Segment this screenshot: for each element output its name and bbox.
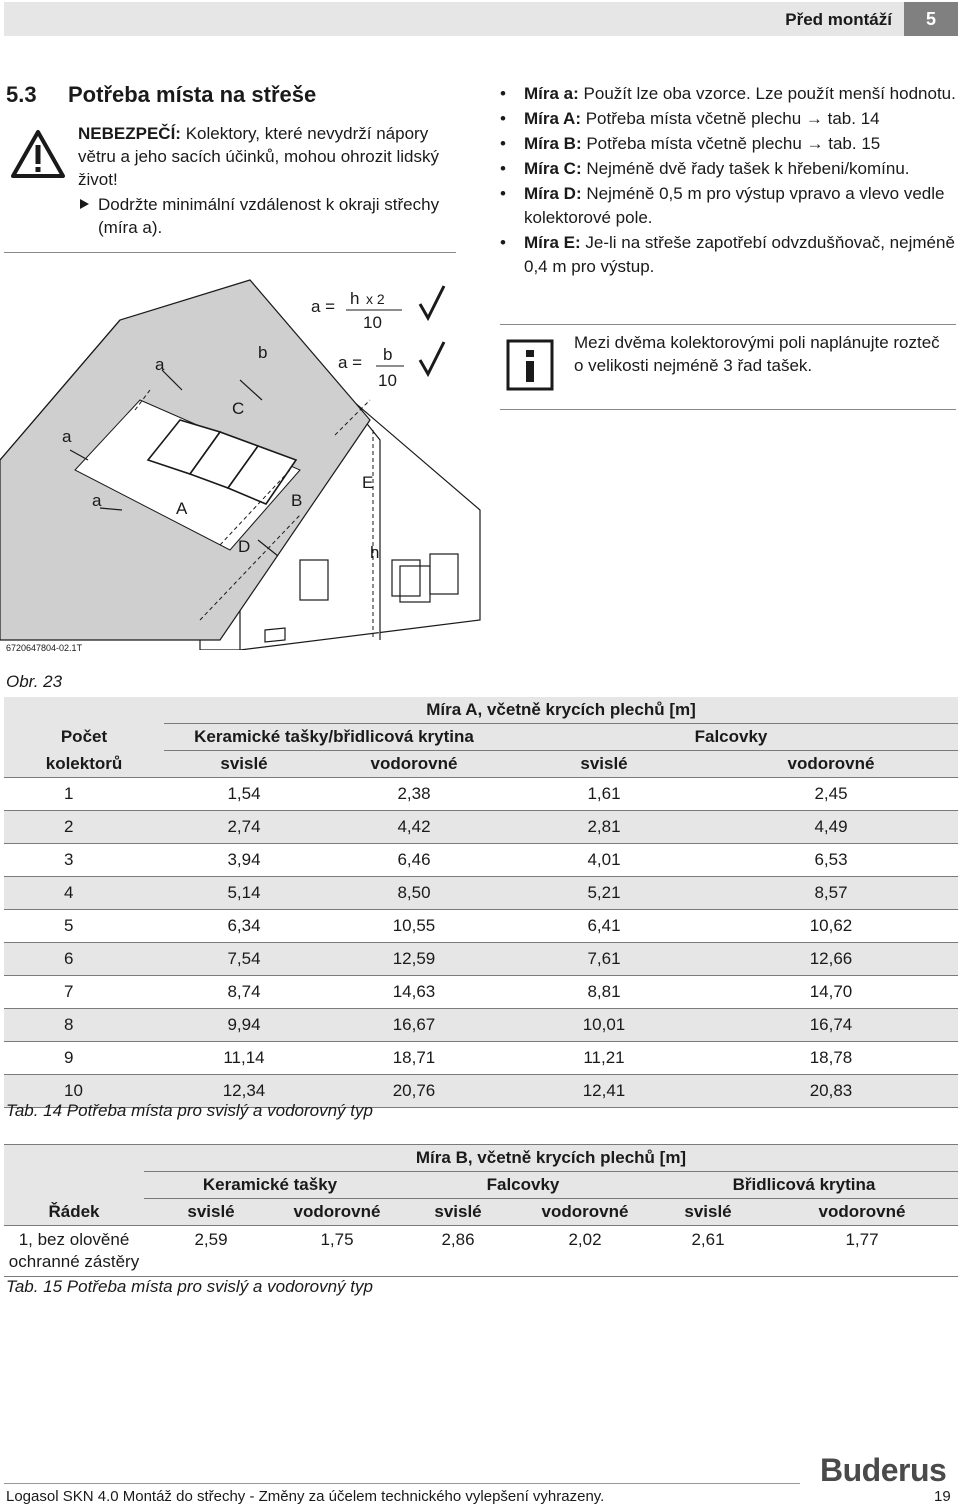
warning-label: NEBEZPEČÍ: [78,124,181,143]
label-C: C [232,399,245,418]
header-page-number: 5 [904,2,958,36]
table-row: 7 8,74 14,63 8,81 14,70 [4,976,958,1009]
svg-text:a =: a = [338,353,363,372]
table-14-col-count: Počet [4,724,164,751]
label-a-bottom: a [92,491,102,510]
page-header [4,2,958,36]
svg-text:a =: a = [311,297,336,316]
list-item: • Míra E: Je-li na střeše zapotřebí odvzdušňovač, nejméně 0,4 m pro výstup. [498,231,958,279]
info-note [500,324,956,410]
roof-diagram [0,260,500,650]
warning-box [4,116,456,253]
footer-text: Logasol SKN 4.0 Montáž do střechy - Změny za účelem technického vylepšení vyhrazeny. [6,1488,605,1505]
svg-text:b: b [383,345,393,364]
table-14: Míra A, včetně krycích plechů [m] Počet Keramické tašky/břidlicová krytina Falcovky kolektorů svislé vodorovné svislé vodorovné 1 1,54 2,38 1,61 2,45 2 2,74 4,42 2,81 4,49 3 3,94 6,46 4,01 6,53 4 5,14 8,50 5,21 8,57 5 6,34 10,55 6,41 10,62 6 7,54 12,59 7,61 12,66 7 8,74 14,63 8,81 14,70 8 9,94 16,67 10,01 16,74 9 11,14 18,71 11,21 18,78 10 12,34 20,76 12,41 20,83 [4,697,958,1108]
svg-text:h: h [350,289,360,308]
label-A: A [176,499,188,518]
svg-text:x 2: x 2 [366,291,385,307]
table-14-caption: Tab. 14 Potřeba místa pro svislý a vodorovný typ [6,1101,373,1120]
buderus-logo: Buderus [820,1452,947,1488]
section-title-text: Potřeba místa na střeše [68,82,317,107]
list-item: • Míra D: Nejméně 0,5 m pro výstup vpravo a vlevo vedle kolektorové pole. [498,182,958,230]
list-item: • Míra C: Nejméně dvě řady tašek k hřebeni/komínu. [498,157,958,181]
label-E: E [362,473,374,492]
warning-message: Kolektory, které nevydrží nápory větru a jeho sacích účinků, mohou ohrozit lidský život! [78,124,439,189]
table-row: 1 1,54 2,38 1,61 2,45 [4,778,958,811]
check-icon [420,286,444,318]
measure-list [498,82,958,280]
list-item: • Míra a: Použít lze oba vzorce. Lze použít menší hodnotu. [498,82,958,106]
table-row: 10 12,34 20,76 12,41 20,83 [4,1075,958,1108]
table-15-title: Míra B, včetně krycích plechů [m] [144,1145,958,1172]
table-14-title: Míra A, včetně krycích plechů [m] [164,697,958,724]
table-14-group-2: Falcovky [504,724,958,751]
formula-1 [311,289,402,332]
figure-code: 6720647804-02.1T [6,643,83,653]
table-14-group-1: Keramické tašky/břidlicová krytina [164,724,504,751]
svg-text:10: 10 [363,313,382,332]
check-icon [420,342,444,374]
table-row: 1, bez olověné ochranné zástěry 2,59 1,75 2,86 2,02 2,61 1,77 [4,1226,958,1277]
table-row: 8 9,94 16,67 10,01 16,74 [4,1009,958,1042]
label-h: h [370,543,380,562]
footer-page-number: 19 [934,1488,951,1505]
warning-triangle-icon [10,128,66,180]
formula-2 [338,345,404,390]
footer-divider [4,1483,800,1484]
table-row: 6 7,54 12,59 7,61 12,66 [4,943,958,976]
label-a-top: a [155,355,165,374]
section-title [6,82,316,108]
warning-instruction: Dodržte minimální vzdálenost k okraji střechy (míra a). [78,193,458,239]
figure-caption: Obr. 23 [6,672,63,691]
table-15-col-row: Řádek [48,1201,100,1221]
table-row: 2 2,74 4,42 2,81 4,49 [4,811,958,844]
label-a-left: a [62,427,72,446]
warning-text [78,122,458,239]
table-15: Míra B, včetně krycích plechů [m] Keramické tašky Falcovky Břidlicová krytina Řádek svislé vodorovné svislé vodorovné svislé vodorovné 1, bez olověné ochranné zástěry 2,59 1,75 2,86 2,02 2,61 1,77 [4,1144,958,1277]
label-D: D [238,537,251,556]
table-row: 3 3,94 6,46 4,01 6,53 [4,844,958,877]
list-item: • Míra A: Potřeba místa včetně plechu → tab. 14 [498,107,958,131]
label-b: b [258,343,268,362]
header-title: Před montáží [785,10,892,29]
section-number: 5.3 [6,82,37,107]
list-item: • Míra B: Potřeba místa včetně plechu → tab. 15 [498,132,958,156]
table-row: 4 5,14 8,50 5,21 8,57 [4,877,958,910]
table-row: 9 11,14 18,71 11,21 18,78 [4,1042,958,1075]
info-icon [506,339,554,391]
table-row: 5 6,34 10,55 6,41 10,62 [4,910,958,943]
table-15-caption: Tab. 15 Potřeba místa pro svislý a vodorovný typ [6,1277,373,1296]
label-B: B [291,491,303,510]
svg-text:10: 10 [378,371,397,390]
note-text: Mezi dvěma kolektorovými poli naplánujte rozteč o velikosti nejméně 3 řad tašek. [574,333,940,375]
